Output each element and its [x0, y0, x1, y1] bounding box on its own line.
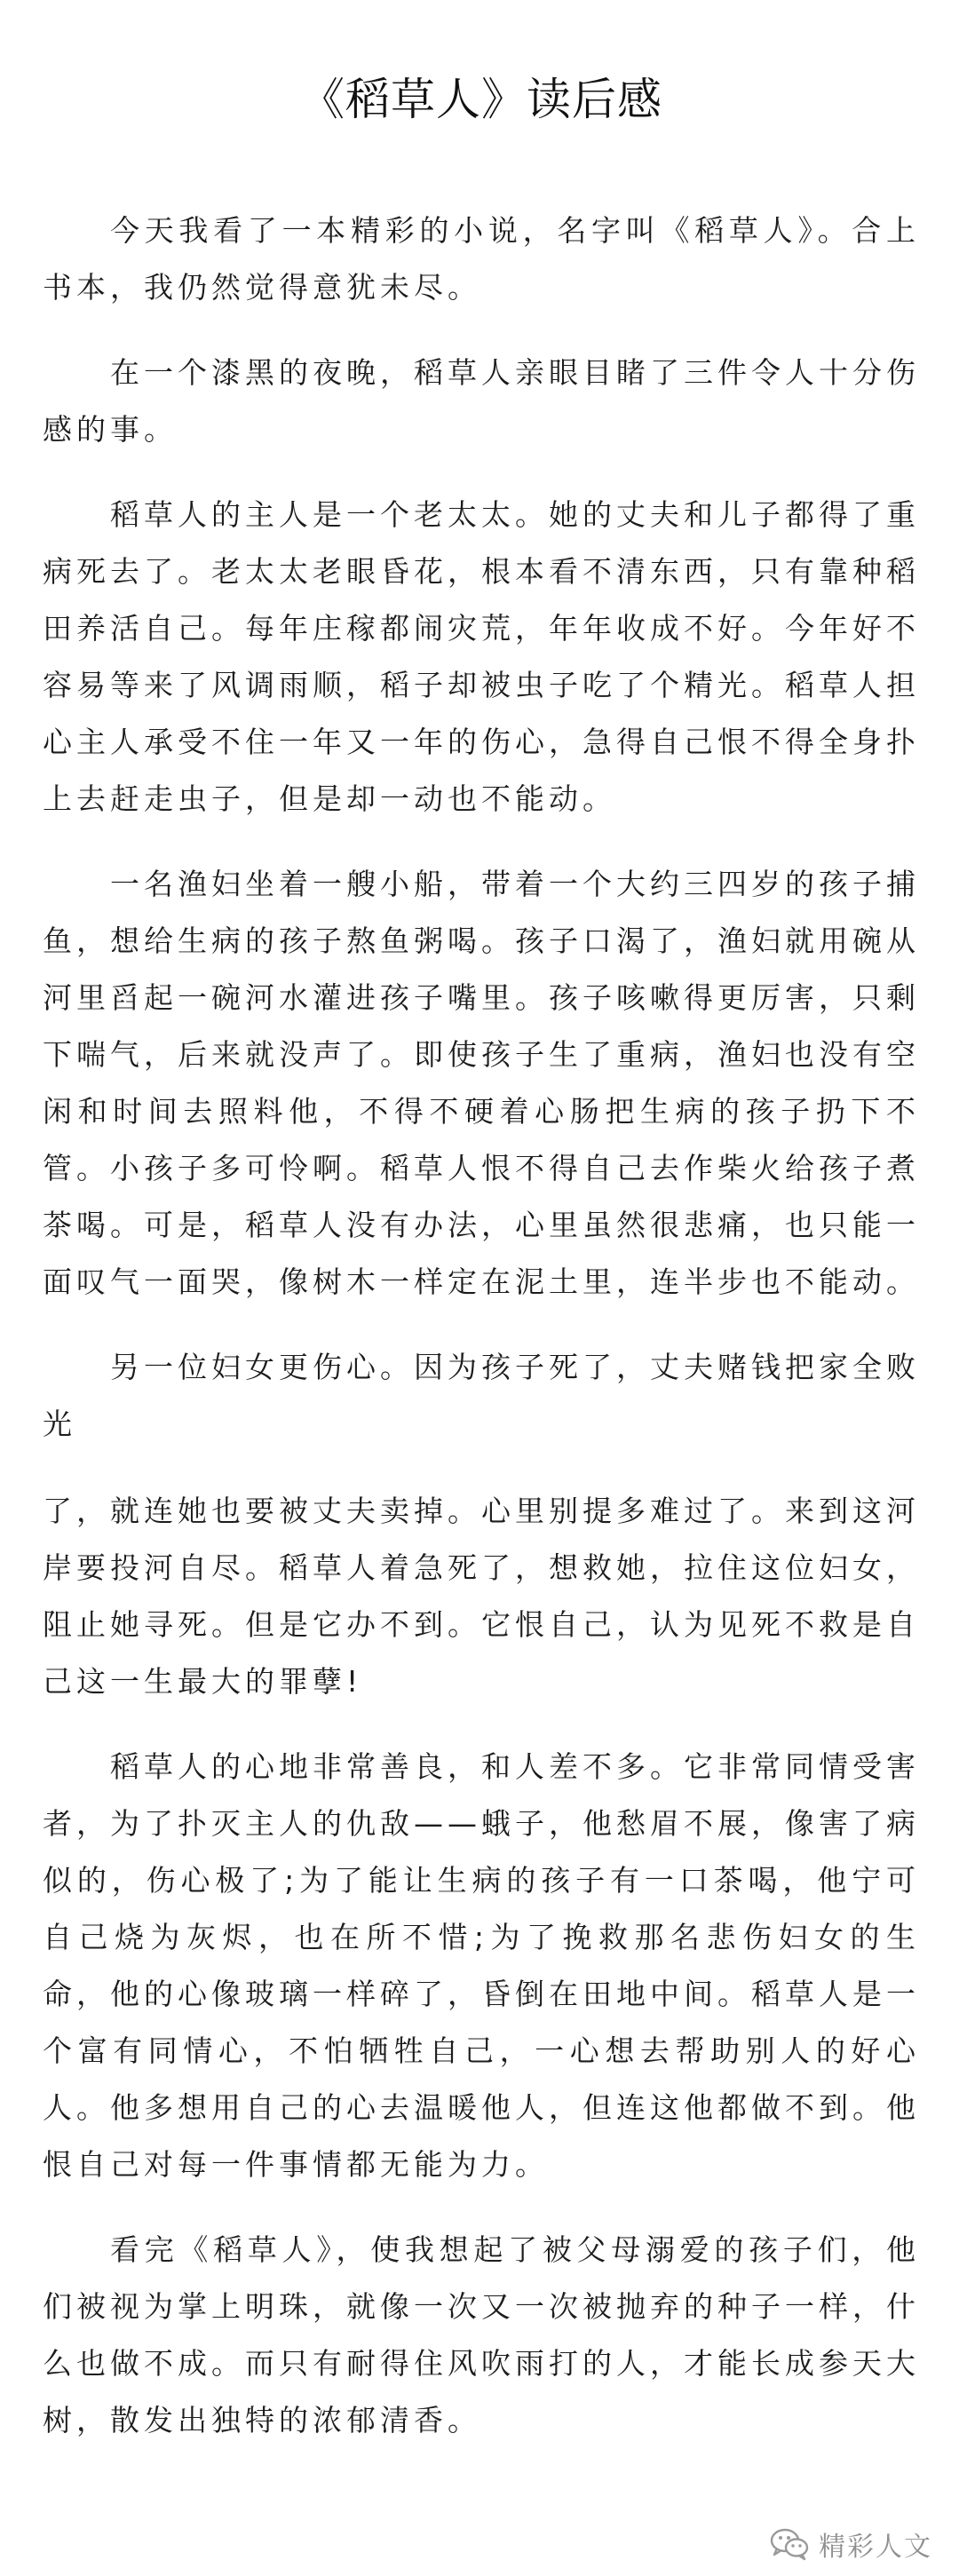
article-title: 《稻草人》读后感: [300, 74, 662, 125]
paragraph-1: 今天我看了一本精彩的小说，名字叫《稻草人》。合上书本，我仍然觉得意犹未尽。: [43, 213, 920, 305]
paragraph-7: 看完《稻草人》，使我想起了被父母溺爱的孩子们，他们被视为掌上明珠，就像一次又一次被抛弃的种子一样，什么也做不成。而只有耐得住风吹雨打的人，才能长成参天大树，散发出独特的浓郁清香。: [43, 2232, 920, 2437]
paragraph-3: 稻草人的主人是一个老太太。她的丈夫和儿子都得了重病死去了。老太太老眼昏花，根本看不清东西，只有靠种稻田养活自己。每年庄稼都闹灾荒，年年收成不好。今年好不容易等来了风调雨顺，稻子却被虫子吃了个精光。稻草人担心主人承受不住一年又一年的伤心，急得自己恨不得全身扑上去赶走虫子，但是却一动也不能动。: [43, 497, 920, 816]
paragraph-6: 稻草人的心地非常善良，和人差不多。它非常同情受害者，为了扑灭主人的仇敌——蛾子，他愁眉不展，像害了病似的，伤心极了;为了能让生病的孩子有一口茶喝，他宁可自己烧为灰烬，也在所不惜;为了挽救那名悲伤妇女的生命，他的心像玻璃一样碎了，昏倒在田地中间。稻草人是一个富有同情心，不怕牺牲自己，一心想去帮助别人的好心人。他多想用自己的心去温暖他人，但连这他都做不到。他恨自己对每一件事情都无能为力。: [43, 1749, 920, 2182]
paragraph-2: 在一个漆黑的夜晚，稻草人亲眼目睹了三件令人十分伤感的事。: [43, 355, 920, 447]
watermark-text: 精彩人文: [819, 2532, 932, 2563]
paragraph-4: 一名渔妇坐着一艘小船，带着一个大约三四岁的孩子捕鱼，想给生病的孩子熬鱼粥喝。孩子口渴了，渔妇就用碗从河里舀起一碗河水灌进孩子嘴里。孩子咳嗽得更厉害，只剩下喘气，后来就没声了。即使孩子生了重病，渔妇也没有空闲和时间去照料他，不得不硬着心肠把生病的孩子扔下不管。小孩子多可怜啊。稻草人恨不得自己去作柴火给孩子煮茶喝。可是，稻草人没有办法，心里虽然很悲痛，也只能一面叹气一面哭，像树木一样定在泥土里，连半步也不能动。: [43, 867, 920, 1299]
article-body: [43, 202, 920, 2449]
paragraph-5-continued: 了，就连她也要被丈夫卖掉。心里别提多难过了。来到这河岸要投河自尽。稻草人着急死了，想救她，拉住这位妇女，阻止她寻死。但是它办不到。它恨自己，认为见死不救是自己这一生最大的罪孽!: [43, 1494, 920, 1699]
paragraph-5: 另一位妇女更伤心。因为孩子死了，丈夫赌钱把家全败光: [43, 1350, 920, 1441]
watermark: [769, 2524, 932, 2564]
wechat-official-account-icon: [769, 2526, 810, 2562]
